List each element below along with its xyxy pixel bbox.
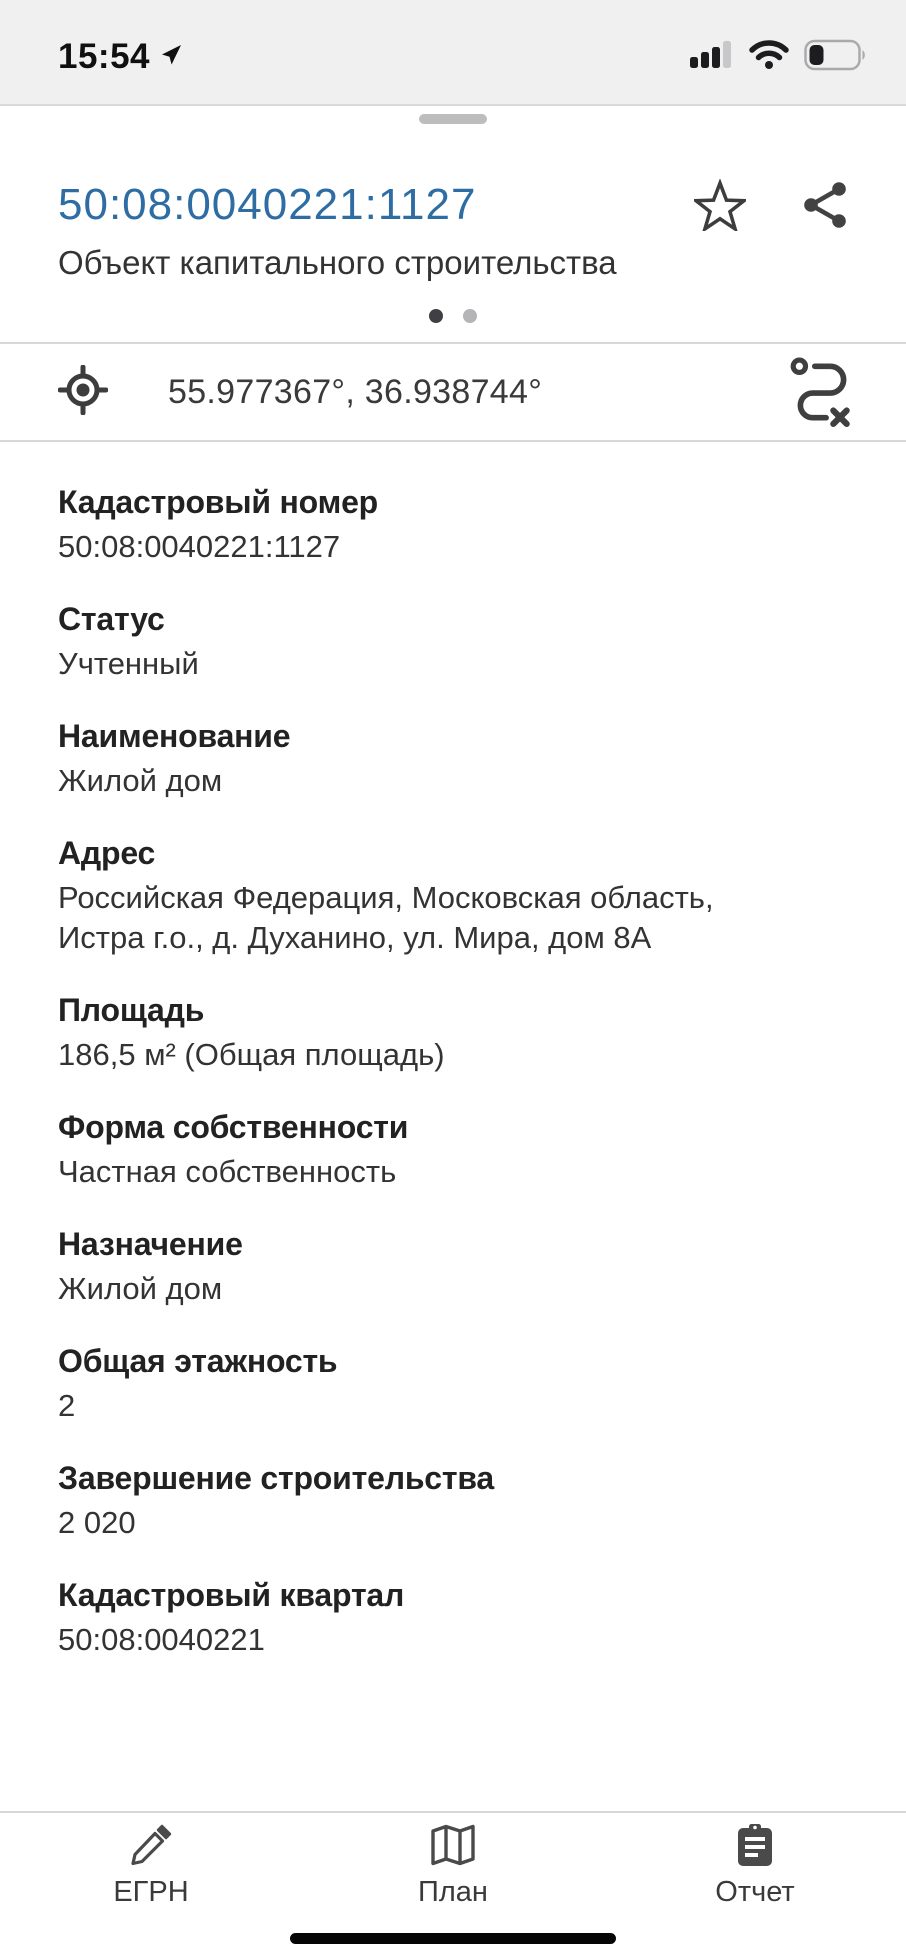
status-left xyxy=(58,37,184,77)
route-icon xyxy=(790,416,854,431)
tab-egrn[interactable] xyxy=(0,1813,302,1960)
field-label: Статус xyxy=(58,601,165,637)
field-label: Завершение строительства xyxy=(58,1460,495,1496)
tab-label: План xyxy=(418,1876,488,1908)
route-cancel-button[interactable] xyxy=(790,356,854,428)
field-value: Учтенный xyxy=(58,646,199,681)
page-indicator xyxy=(0,309,906,342)
field-value: 2 xyxy=(58,1388,76,1423)
cadastral-number-title[interactable]: 50:08:0040221:1127 xyxy=(58,180,477,229)
coordinates-row xyxy=(0,344,906,442)
page-dot-active xyxy=(429,309,443,323)
field-label: Кадастровый номер xyxy=(58,484,379,520)
pencil-icon xyxy=(129,1823,173,1870)
locate-icon[interactable] xyxy=(58,365,108,420)
battery-icon xyxy=(804,39,868,76)
coordinates-value: 55.977367°, 36.938744° xyxy=(168,372,543,411)
field-purpose xyxy=(58,1224,848,1309)
field-status xyxy=(58,599,848,684)
object-details xyxy=(0,442,906,1660)
sheet-header xyxy=(0,114,906,344)
map-icon xyxy=(430,1823,476,1870)
field-value: 50:08:0040221:1127 xyxy=(58,529,341,564)
field-label: Общая этажность xyxy=(58,1343,338,1379)
clock: 15:54 xyxy=(58,37,151,76)
field-value: Жилой дом xyxy=(58,763,223,798)
wifi-icon xyxy=(749,40,789,75)
drag-handle[interactable] xyxy=(419,114,487,124)
field-label: Наименование xyxy=(58,718,291,754)
home-indicator[interactable] xyxy=(290,1933,616,1944)
field-label: Адрес xyxy=(58,835,156,871)
tab-label: Отчет xyxy=(715,1876,795,1908)
field-cadastral-block xyxy=(58,1575,848,1660)
field-value: 186,5 м² (Общая площадь) xyxy=(58,1037,445,1072)
field-cadastral-number xyxy=(58,482,848,567)
report-icon xyxy=(735,1823,775,1870)
field-label: Кадастровый квартал xyxy=(58,1577,405,1613)
field-value: Российская Федерация, Московская область, Истра г.о., д. Духанино, ул. Мира, дом 8А xyxy=(58,880,714,955)
object-type-subtitle: Объект капитального строительства xyxy=(58,244,617,281)
tab-label: ЕГРН xyxy=(113,1876,189,1908)
field-value: Жилой дом xyxy=(58,1271,223,1306)
tab-report[interactable] xyxy=(604,1813,906,1960)
field-construction-completed xyxy=(58,1458,848,1543)
share-button[interactable] xyxy=(802,180,848,230)
signal-bars-icon xyxy=(690,40,734,75)
field-value: 50:08:0040221 xyxy=(58,1622,265,1657)
share-icon xyxy=(802,218,848,233)
location-arrow-icon xyxy=(158,42,184,73)
field-label: Форма собственности xyxy=(58,1109,409,1145)
field-label: Площадь xyxy=(58,992,205,1028)
field-value: Частная собственность xyxy=(58,1154,397,1189)
field-address xyxy=(58,833,848,958)
status-bar xyxy=(0,0,906,106)
star-icon xyxy=(694,219,746,234)
field-label: Назначение xyxy=(58,1226,243,1262)
favorite-button[interactable] xyxy=(694,179,746,231)
page-dot-inactive xyxy=(463,309,477,323)
field-ownership xyxy=(58,1107,848,1192)
field-area xyxy=(58,990,848,1075)
field-floors xyxy=(58,1341,848,1426)
field-value: 2 020 xyxy=(58,1505,136,1540)
status-icons xyxy=(690,39,868,76)
field-name xyxy=(58,716,848,801)
